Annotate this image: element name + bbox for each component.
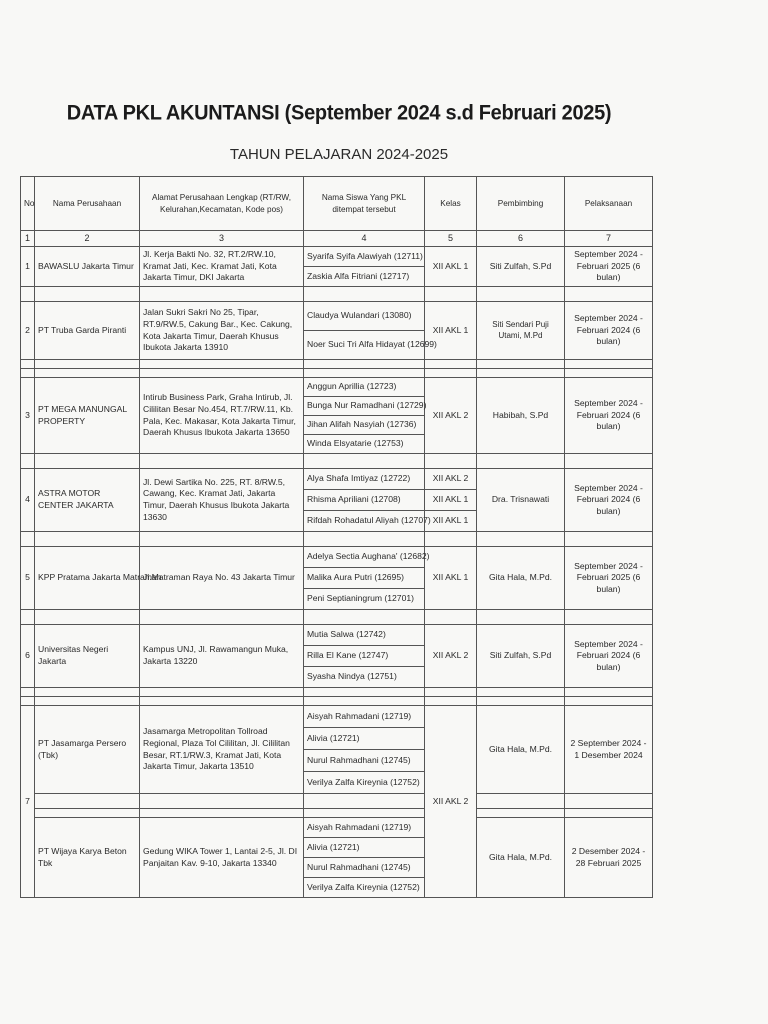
period: 2 September 2024 - 1 Desember 2024 bbox=[565, 706, 653, 794]
period: September 2024 - Februari 2024 (6 bulan) bbox=[565, 469, 653, 532]
table-row bbox=[21, 302, 653, 331]
company-address: Jl. Dewi Sartika No. 225, RT. 8/RW.5, Cawang, Kec. Kramat Jati, Jakarta Timur, Daerah Khusus Ibukota Jakarta 13630 bbox=[140, 469, 304, 532]
col-number: 7 bbox=[565, 231, 653, 247]
student-name: Aisyah Rahmadani (12719) bbox=[304, 818, 425, 838]
student-name: Rifdah Rohadatul Aliyah (12707) bbox=[304, 511, 425, 532]
company-name: PT MEGA MANUNGAL PROPERTY bbox=[35, 378, 140, 454]
period: September 2024 - Februari 2024 (6 bulan) bbox=[565, 378, 653, 454]
column-number-row bbox=[21, 231, 653, 247]
student-name: Rilla El Kane (12747) bbox=[304, 646, 425, 667]
student-name: Bunga Nur Ramadhani (12729) bbox=[304, 397, 425, 416]
spacer-row bbox=[21, 454, 653, 469]
student-name: Alivia (12721) bbox=[304, 728, 425, 750]
table-row bbox=[21, 625, 653, 646]
spacer-row bbox=[21, 610, 653, 625]
student-name: Nurul Rahmadhani (12745) bbox=[304, 750, 425, 772]
table-row bbox=[21, 378, 653, 397]
header-period: Pelaksanaan bbox=[565, 177, 653, 231]
mentor-name: Habibah, S.Pd bbox=[477, 378, 565, 454]
student-name: Winda Elsyatarie (12753) bbox=[304, 435, 425, 454]
spacer-row bbox=[21, 532, 653, 547]
table-row bbox=[21, 547, 653, 568]
student-name: Nurul Rahmadhani (12745) bbox=[304, 858, 425, 878]
mentor-name: Gita Hala, M.Pd. bbox=[477, 706, 565, 794]
mentor-name: Dra. Trisnawati bbox=[477, 469, 565, 532]
company-name: PT Wijaya Karya Beton Tbk bbox=[35, 818, 140, 898]
row-no: 4 bbox=[21, 469, 35, 532]
document-subtitle: TAHUN PELAJARAN 2024-2025 bbox=[229, 146, 449, 163]
company-name: Universitas Negeri Jakarta bbox=[35, 625, 140, 688]
student-name: Anggun Aprillia (12723) bbox=[304, 378, 425, 397]
header-mentor: Pembimbing bbox=[477, 177, 565, 231]
company-address: Jasamarga Metropolitan Tollroad Regional, Plaza Tol Cililitan, Jl. Cililitan Besar, RT.1/RW.3, Kramat Jati, Kota Jakarta Timur, Jakarta 13510 bbox=[140, 706, 304, 794]
class-name: XII AKL 2 bbox=[425, 625, 477, 688]
student-name: Noer Suci Tri Alfa Hidayat (12699) bbox=[304, 331, 425, 360]
student-name: Adelya Sectia Aughana' (12682) bbox=[304, 547, 425, 568]
student-name: Syasha Nindya (12751) bbox=[304, 667, 425, 688]
company-name: ASTRA MOTOR CENTER JAKARTA bbox=[35, 469, 140, 532]
period: September 2024 - Februari 2024 (6 bulan) bbox=[565, 625, 653, 688]
period: September 2024 - Februari 2024 (6 bulan) bbox=[565, 302, 653, 360]
mentor-name: Gita Hala, M.Pd. bbox=[477, 547, 565, 610]
class-name: XII AKL 2 bbox=[425, 378, 477, 454]
table-row bbox=[21, 469, 653, 490]
spacer-row bbox=[21, 688, 653, 697]
table-row bbox=[21, 818, 653, 838]
header-class: Kelas bbox=[425, 177, 477, 231]
student-name: Verilya Zalfa Kireynia (12752) bbox=[304, 772, 425, 794]
row-no: 6 bbox=[21, 625, 35, 688]
spacer-row bbox=[21, 794, 653, 809]
col-number: 4 bbox=[304, 231, 425, 247]
period: September 2024 - Februari 2025 (6 bulan) bbox=[565, 547, 653, 610]
document-title: DATA PKL AKUNTANSI (September 2024 s.d Februari 2025) bbox=[66, 101, 612, 125]
class-name: XII AKL 1 bbox=[425, 511, 477, 532]
row-no: 3 bbox=[21, 378, 35, 454]
company-address: Gedung WIKA Tower 1, Lantai 2-5, Jl. DI Panjaitan Kav. 9-10, Jakarta 13340 bbox=[140, 818, 304, 898]
row-no: 1 bbox=[21, 247, 35, 287]
row-no: 7 bbox=[21, 706, 35, 898]
company-address: Kampus UNJ, Jl. Rawamangun Muka, Jakarta 13220 bbox=[140, 625, 304, 688]
class-name: XII AKL 1 bbox=[425, 490, 477, 511]
header-no: No bbox=[21, 177, 35, 231]
row-no: 5 bbox=[21, 547, 35, 610]
header-row bbox=[21, 177, 653, 231]
company-name: PT Truba Garda Piranti bbox=[35, 302, 140, 360]
period: 2 Desember 2024 - 28 Februari 2025 bbox=[565, 818, 653, 898]
spacer-row bbox=[21, 697, 653, 706]
company-address: Jl. Kerja Bakti No. 32, RT.2/RW.10, Kramat Jati, Kec. Kramat Jati, Kota Jakarta Timur, DKI Jakarta bbox=[140, 247, 304, 287]
pkl-table bbox=[20, 176, 653, 898]
class-name: XII AKL 1 bbox=[425, 302, 477, 360]
student-name: Mutia Salwa (12742) bbox=[304, 625, 425, 646]
student-name: Claudya Wulandari (13080) bbox=[304, 302, 425, 331]
student-name: Malika Aura Putri (12695) bbox=[304, 568, 425, 589]
student-name: Alivia (12721) bbox=[304, 838, 425, 858]
period: September 2024 - Februari 2025 (6 bulan) bbox=[565, 247, 653, 287]
col-number: 2 bbox=[35, 231, 140, 247]
company-address: Jl.Matraman Raya No. 43 Jakarta Timur bbox=[140, 547, 304, 610]
table-row bbox=[21, 247, 653, 267]
mentor-name: Siti Zulfah, S.Pd bbox=[477, 247, 565, 287]
class-name: XII AKL 2 bbox=[425, 706, 477, 898]
spacer-row bbox=[21, 809, 653, 818]
class-name: XII AKL 1 bbox=[425, 547, 477, 610]
student-name: Zaskia Alfa Fitriani (12717) bbox=[304, 267, 425, 287]
class-name: XII AKL 2 bbox=[425, 469, 477, 490]
company-name: BAWASLU Jakarta Timur bbox=[35, 247, 140, 287]
row-no: 2 bbox=[21, 302, 35, 360]
spacer-row bbox=[21, 369, 653, 378]
spacer-row bbox=[21, 287, 653, 302]
mentor-name: Gita Hala, M.Pd. bbox=[477, 818, 565, 898]
col-number: 5 bbox=[425, 231, 477, 247]
company-name: PT Jasamarga Persero (Tbk) bbox=[35, 706, 140, 794]
company-address: Jalan Sukri Sakri No 25, Tipar, RT.9/RW.5, Cakung Bar., Kec. Cakung, Kota Jakarta Timur, Daerah Khusus Ibukota Jakarta 13910 bbox=[140, 302, 304, 360]
mentor-name: Siti Zulfah, S.Pd bbox=[477, 625, 565, 688]
header-address: Alamat Perusahaan Lengkap (RT/RW, Kelurahan,Kecamatan, Kode pos) bbox=[140, 177, 304, 231]
header-students: Nama Siswa Yang PKL ditempat tersebut bbox=[304, 177, 425, 231]
header-company: Nama Perusahaan bbox=[35, 177, 140, 231]
company-address: Intirub Business Park, Graha Intirub, Jl. Cililitan Besar No.454, RT.7/RW.11, Kb. Pala, Kec. Makasar, Kota Jakarta Timur, Daerah Khusus Ibukota Jakarta 13650 bbox=[140, 378, 304, 454]
student-name: Peni Septianingrum (12701) bbox=[304, 589, 425, 610]
col-number: 6 bbox=[477, 231, 565, 247]
spacer-row bbox=[21, 360, 653, 369]
student-name: Syarifa Syifa Alawiyah (12711) bbox=[304, 247, 425, 267]
student-name: Jihan Alifah Nasyiah (12736) bbox=[304, 416, 425, 435]
company-name: KPP Pratama Jakarta Matraman bbox=[35, 547, 140, 610]
student-name: Verilya Zalfa Kireynia (12752) bbox=[304, 878, 425, 898]
mentor-name: Siti Sendari Puji Utami, M.Pd bbox=[477, 302, 565, 360]
col-number: 1 bbox=[21, 231, 35, 247]
student-name: Aisyah Rahmadani (12719) bbox=[304, 706, 425, 728]
col-number: 3 bbox=[140, 231, 304, 247]
class-name: XII AKL 1 bbox=[425, 247, 477, 287]
student-name: Rhisma Apriliani (12708) bbox=[304, 490, 425, 511]
table-row bbox=[21, 706, 653, 728]
student-name: Alya Shafa Imtiyaz (12722) bbox=[304, 469, 425, 490]
